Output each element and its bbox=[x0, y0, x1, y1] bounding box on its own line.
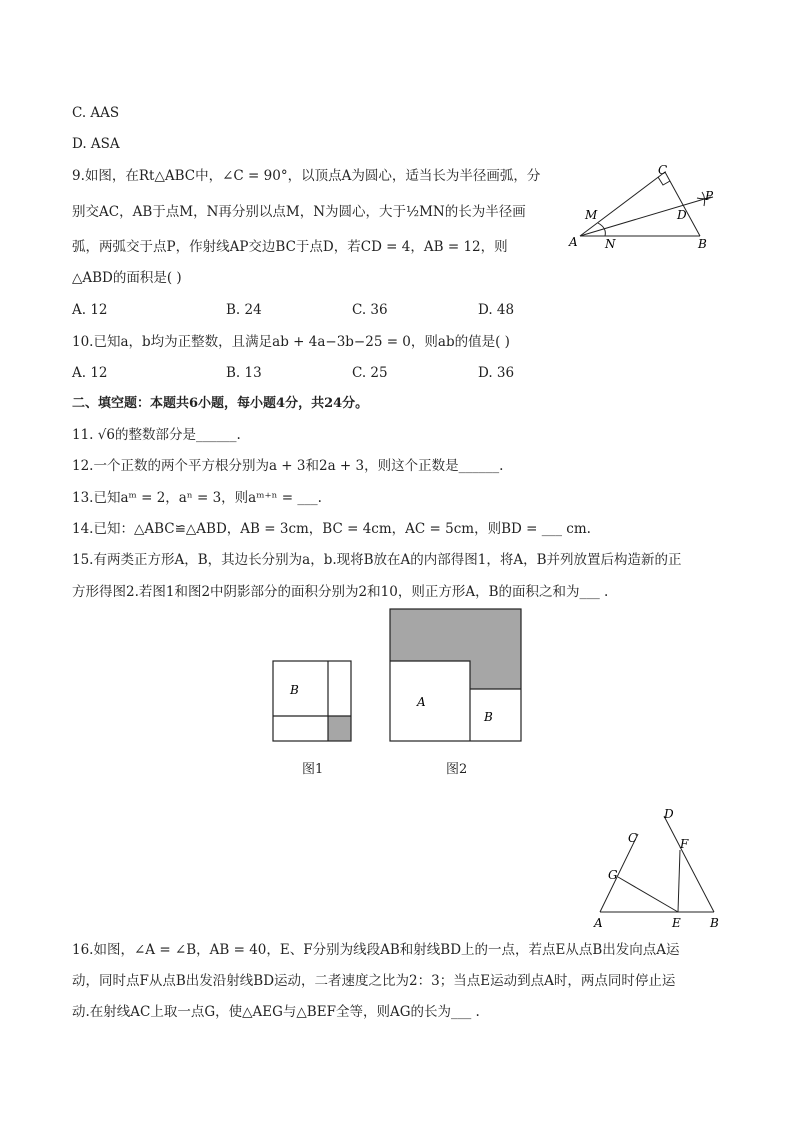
q16-label-b: B bbox=[710, 916, 719, 930]
q15-fig1-caption: 图1 bbox=[302, 762, 324, 777]
q9-text-line3: 弧，两弧交于点P，作射线AP交边BC于点D，若CD = 4，AB = 12，则 bbox=[72, 239, 508, 255]
q10-option-b: B. 13 bbox=[226, 365, 262, 381]
q12-text: 12.一个正数的两个平方根分别为a + 3和2a + 3，则这个正数是______. bbox=[72, 458, 504, 474]
q9-text-line2: 别交AC，AB于点M，N再分别以点M，N为圆心，大于½MN的长为半径画 bbox=[72, 204, 526, 220]
q9-option-a: A. 12 bbox=[72, 302, 108, 318]
q9-text-line4: △ABD的面积是( ) bbox=[72, 270, 182, 286]
q16-label-f: F bbox=[680, 837, 689, 851]
q8-option-c: C. AAS bbox=[72, 105, 120, 121]
q9-option-b: B. 24 bbox=[226, 302, 262, 318]
q15-text-line1: 15.有两类正方形A，B，其边长分别为a，b.现将B放在A的内部得图1，将A，B并列放置后构造新的正 bbox=[72, 552, 682, 568]
q9-text-line1: 9.如图，在Rt△ABC中，∠C = 90°，以顶点A为圆心，适当长为半径画弧，分 bbox=[72, 168, 541, 184]
q11-text: 11. √6的整数部分是______. bbox=[72, 427, 241, 443]
q9-label-d: D bbox=[677, 208, 687, 222]
q16-label-e: E bbox=[672, 916, 681, 930]
fig2-label-a: A bbox=[417, 695, 426, 709]
q16-label-d: D bbox=[664, 807, 674, 821]
q9-label-n: N bbox=[605, 237, 616, 251]
q9-triangle-figure bbox=[565, 160, 725, 256]
q10-option-c: C. 25 bbox=[352, 365, 388, 381]
q16-label-g: G bbox=[608, 868, 618, 882]
fig1-label-b: B bbox=[290, 683, 299, 697]
section2-header: 二、填空题：本题共6小题，每小题4分，共24分。 bbox=[72, 396, 369, 411]
q10-option-d: D. 36 bbox=[478, 365, 515, 381]
q8-option-d: D. ASA bbox=[72, 136, 120, 152]
q9-label-a: A bbox=[569, 235, 578, 249]
q15-figure2 bbox=[389, 608, 523, 744]
q16-text-line2: 动，同时点F从点B出发沿射线BD运动，二者速度之比为2：3；当点E运动到点A时，两点同时停止运 bbox=[72, 973, 676, 989]
q9-label-m: M bbox=[585, 208, 598, 222]
fig1-shaded-square bbox=[328, 716, 351, 741]
q13-text: 13.已知aᵐ = 2，aⁿ = 3，则aᵐ⁺ⁿ = ___. bbox=[72, 490, 322, 506]
q16-label-a: A bbox=[594, 916, 603, 930]
q9-label-c: C bbox=[658, 163, 668, 177]
fig2-shaded-region bbox=[390, 609, 521, 689]
q16-figure bbox=[590, 806, 730, 936]
q16-text-line3: 动.在射线AC上取一点G，使△AEG与△BEF全等，则AG的长为___ . bbox=[72, 1004, 480, 1020]
q9-label-b: B bbox=[698, 237, 707, 251]
q15-text-line2: 方形得图2.若图1和图2中阴影部分的面积分别为2和10，则正方形A，B的面积之和为___ . bbox=[72, 584, 609, 600]
q9-option-d: D. 48 bbox=[478, 302, 515, 318]
fig2-label-b: B bbox=[484, 710, 493, 724]
q10-option-a: A. 12 bbox=[72, 365, 108, 381]
q15-figure1 bbox=[272, 660, 354, 744]
q16-label-c: C bbox=[628, 831, 638, 845]
q9-option-c: C. 36 bbox=[352, 302, 388, 318]
q9-label-p: P bbox=[705, 189, 714, 203]
q10-text: 10.已知a，b均为正整数，且满足ab + 4a−3b−25 = 0，则ab的值是( ) bbox=[72, 334, 510, 350]
q14-text: 14.已知：△ABC≌△ABD，AB = 3cm，BC = 4cm，AC = 5cm，则BD = ___ cm. bbox=[72, 521, 591, 537]
q15-fig2-caption: 图2 bbox=[446, 762, 468, 777]
q16-text-line1: 16.如图，∠A = ∠B，AB = 40，E、F分别为线段AB和射线BD上的一点，若点E从点B出发向点A运 bbox=[72, 942, 680, 958]
